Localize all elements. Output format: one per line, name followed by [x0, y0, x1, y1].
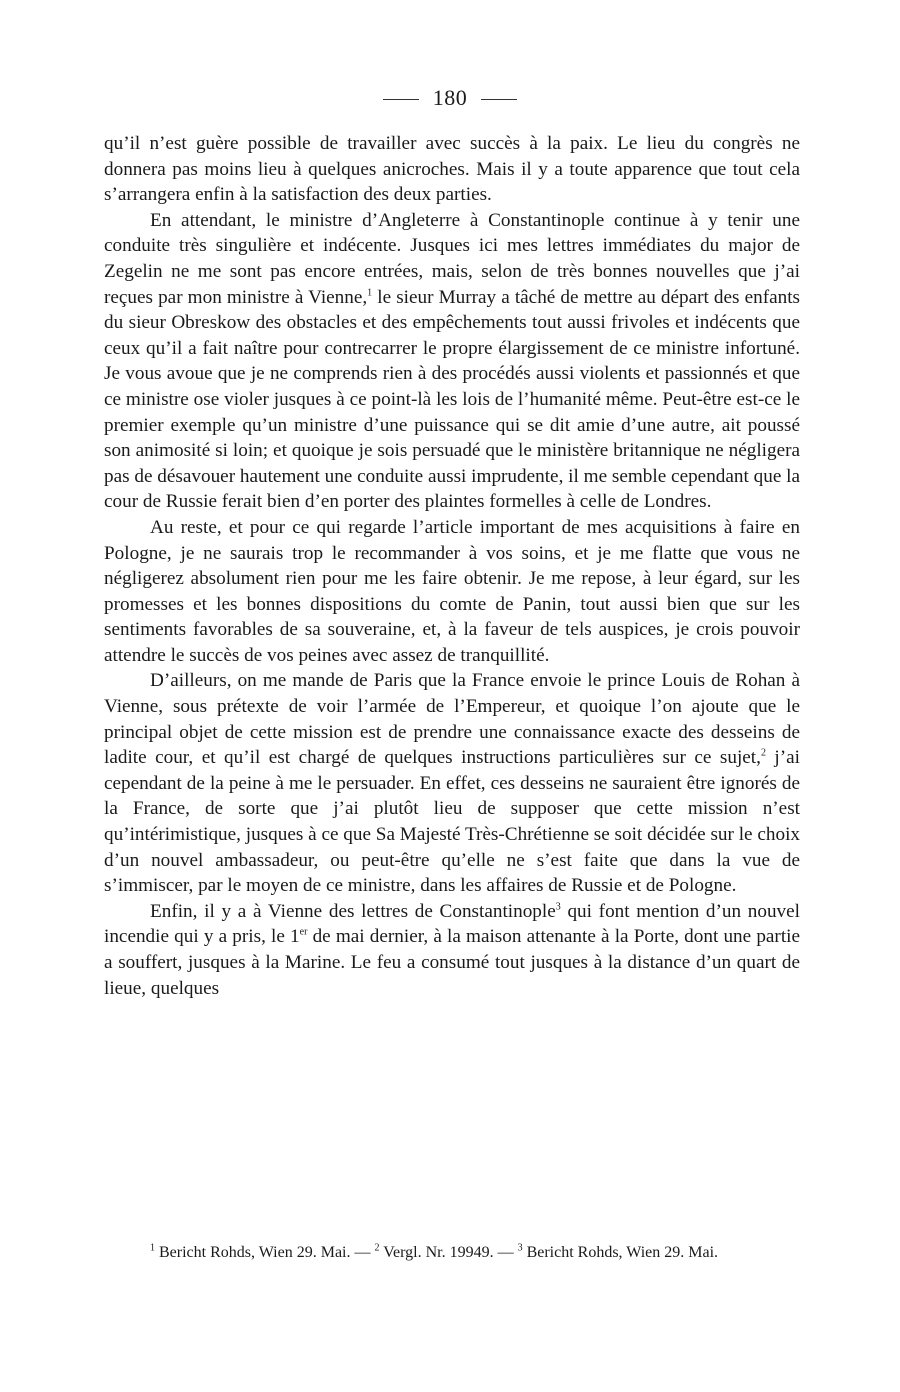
text-run: Enfin, il y a à Vienne des lettres de Constantinople: [150, 900, 556, 922]
paragraph: [104, 515, 800, 669]
footnote-line: [104, 1240, 800, 1265]
text-run: Bericht Rohds, Wien 29. Mai.: [522, 1244, 719, 1261]
paragraph: [104, 131, 800, 208]
text-run: qu’il n’est guère possible de travailler avec succès à la paix. Le lieu du congrès ne donnera pas moins lieu à quelques anicroches. Mais il y a toute apparence que tout cela s’arrangera enfin à la satisfaction des deux parties.: [104, 133, 800, 206]
text-run: le sieur Murray a tâché de mettre au départ des enfants du sieur Obreskow des obstacles et des empêchements tout aussi frivoles et indécents que ceux qu’il a fait naître pour contrecarrer le propre élargissement de ce ministre infortuné. Je vous avoue que je ne comprends rien à des procédés aussi violents et passionnés et que ce ministre ose violer jusques à ce point-là les lois de l’humanité même. Peut-être est-ce le premier exemple qu’un ministre d’une puissance qui se dit amie d’une autre, ait poussé son animosité si loin; et quoique je sois persuadé que le ministère britannique ne négligera pas de désavouer hautement une conduite aussi imprudente, il me semble cependant que la cour de Russie ferait bien d’en porter des plaintes formelles à celle de Londres.: [104, 286, 800, 513]
footnote-marker: 2: [760, 747, 766, 759]
page-header: [0, 84, 900, 112]
text-run: qui font mention d’un nouvel incendie qui y a pris, le 1: [104, 900, 800, 948]
paragraph: [104, 899, 800, 1001]
footnote-marker: 1: [150, 1242, 155, 1254]
text-run: Bericht Rohds, Wien 29. Mai. —: [155, 1244, 375, 1261]
text-run: D’ailleurs, on me mande de Paris que la France envoie le prince Louis de Rohan à Vienne, sous prétexte de voir l’armée de l’Empereur, et quoique l’on ajoute que le principal objet de cette mission est de prendre une connaissance exacte des desseins de ladite cour, et qu’il est chargé de quelques instructions particulières sur ce sujet,: [104, 670, 800, 769]
footnotes: [104, 1240, 800, 1265]
footnote-marker: 1: [367, 287, 373, 299]
paragraph: [104, 668, 800, 898]
footnote-marker: er: [299, 927, 308, 939]
text-run: j’ai cependant de la peine à me le persuader. En effet, ces desseins ne sauraient être ignorés de la France, de sorte que j’ai plutôt lieu de supposer que cette mission n’est qu’intérimistique, jusques à ce que Sa Majesté Très-Chrétienne se soit décidée sur le choix d’un nouvel ambassadeur, ou peut-être qu’elle ne s’est faite que dans la vue de s’immiscer, par le moyen de ce ministre, dans les affaires de Russie et de Pologne.: [104, 747, 800, 897]
text-run: Au reste, et pour ce qui regarde l’article important de mes acquisitions à faire en Pologne, je ne saurais trop le recommander à vos soins, et je me flatte que vous ne négligerez absolument rien pour me les faire obtenir. Je me repose, à leur égard, sur les promesses et les bonnes dispositions du comte de Panin, tout aussi bien que sur les sentiments favorables de sa souveraine, et, à la faveur de tels auspices, je crois pouvoir attendre le succès de vos peines avec assez de tranquillité.: [104, 516, 800, 666]
header-dash-left: [383, 99, 419, 100]
footnote-marker: 3: [555, 901, 561, 913]
header-dash-right: [481, 99, 517, 100]
body-text: [104, 131, 800, 1001]
text-run: En attendant, le ministre d’Angleterre à Constantinople continue à y tenir une conduite très singulière et indécente. Jusques ici mes lettres immédiates du major de Zegelin ne me sont pas encore entrées, mais, selon de très bonnes nouvelles que j’ai reçues par mon ministre à Vienne,: [104, 209, 800, 308]
text-run: Vergl. Nr. 19949. —: [379, 1244, 518, 1261]
footnote-marker: 2: [374, 1242, 380, 1254]
paragraph: [104, 208, 800, 515]
text-run: de mai dernier, à la maison attenante à la Porte, dont une partie a souffert, jusques à la Marine. Le feu a consumé tout jusques à la distance d’un quart de lieue, quelques: [104, 926, 801, 999]
page-number: 180: [432, 85, 468, 110]
footnote-marker: 3: [517, 1242, 523, 1254]
